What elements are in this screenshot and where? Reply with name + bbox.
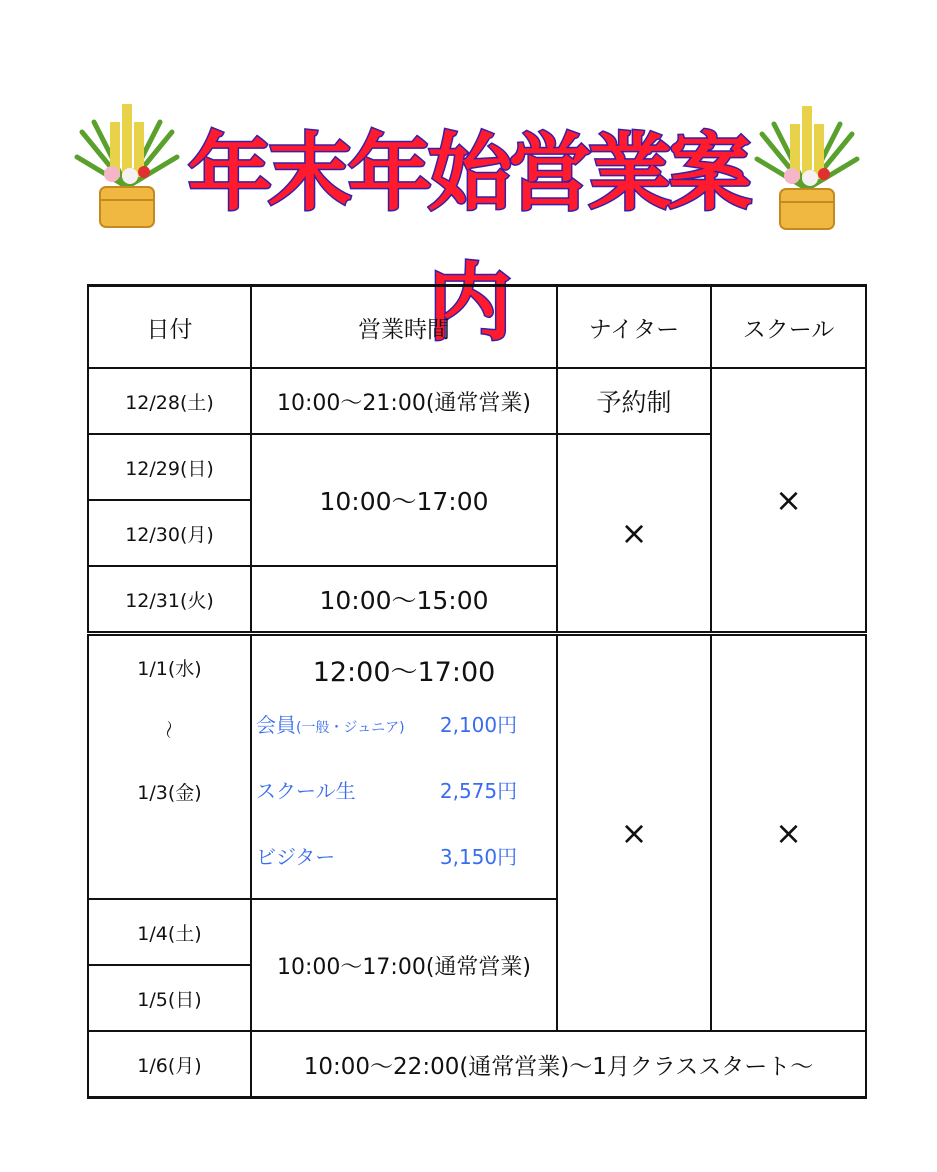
- fee-name: スクール生: [256, 778, 356, 803]
- fee-price: 2,575円: [439, 778, 518, 803]
- date-cell: 12/29(日): [88, 434, 251, 500]
- fee-row: [252, 822, 556, 888]
- fee-name: ビジター: [256, 844, 336, 869]
- header-school: スクール: [711, 286, 866, 369]
- hours-cell: [251, 634, 557, 900]
- date-cell: [88, 634, 251, 900]
- fee-note: (一般・ジュニア): [296, 719, 405, 736]
- fee-row: [252, 690, 556, 756]
- kadomatsu-icon: [72, 92, 182, 232]
- fee-name: 会員: [256, 712, 296, 737]
- table-row: [88, 368, 866, 434]
- school-cell: ×: [711, 634, 866, 1032]
- ny-hours: 12:00～17:00: [312, 657, 496, 688]
- date-range-mark: ～: [156, 719, 179, 739]
- fee-price: 2,100円: [439, 712, 518, 737]
- header-hours: 営業時間: [251, 286, 557, 369]
- header-date: 日付: [88, 286, 251, 369]
- date-cell: 12/31(火): [88, 566, 251, 634]
- hours-cell: 10:00～15:00: [251, 566, 557, 634]
- date-start: 1/1(水): [137, 657, 202, 680]
- header-nighter: ナイター: [557, 286, 711, 369]
- hours-cell: 10:00～22:00(通常営業)～1月クラススタート～: [251, 1031, 866, 1098]
- date-cell: 12/28(土): [88, 368, 251, 434]
- fee-row: [252, 756, 556, 822]
- hours-cell: 10:00～21:00(通常営業): [251, 368, 557, 434]
- hours-cell: 10:00～17:00(通常営業): [251, 899, 557, 1031]
- page-title: 年末年始営業案内: [187, 124, 748, 352]
- date-end: 1/3(金): [137, 782, 202, 805]
- date-cell: 1/4(土): [88, 899, 251, 965]
- nighter-cell: ×: [557, 634, 711, 1032]
- schedule-table: [87, 284, 867, 1099]
- nighter-cell: ×: [557, 434, 711, 634]
- fee-price: 3,150円: [439, 844, 518, 869]
- date-cell: 1/6(月): [88, 1031, 251, 1098]
- date-cell: 1/5(日): [88, 965, 251, 1031]
- table-row: [88, 1031, 866, 1098]
- school-cell: ×: [711, 368, 866, 634]
- hours-cell: 10:00～17:00: [251, 434, 557, 566]
- table-row: [88, 634, 866, 900]
- table-header-row: [88, 286, 866, 369]
- nighter-cell: 予約制: [557, 368, 711, 434]
- date-cell: 12/30(月): [88, 500, 251, 566]
- kadomatsu-icon: [752, 94, 862, 234]
